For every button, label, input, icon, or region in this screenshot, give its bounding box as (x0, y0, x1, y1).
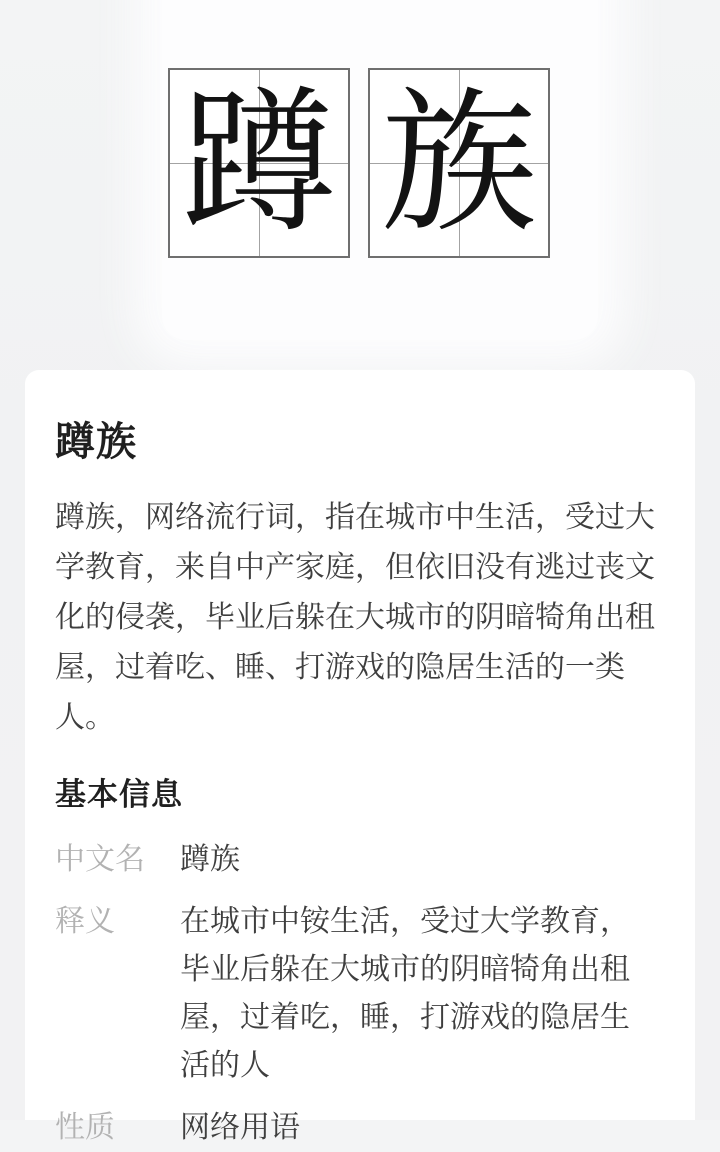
entry-title: 蹲族 (55, 420, 137, 464)
entry-description: 蹲族，网络流行词，指在城市中生活，受过大学教育，来自中产家庭，但依旧没有逃过丧文化的侵袭，毕业后躲在大城市的阴暗犄角出租屋，过着吃、睡、打游戏的隐居生活的一类人。 (55, 501, 655, 734)
info-value: 蹲族 (180, 843, 240, 876)
calligraphy-character: 族 (381, 72, 537, 254)
info-label: 释义 (55, 905, 115, 938)
hero-character-image (0, 0, 720, 370)
info-label: 性质 (55, 1111, 115, 1144)
info-value: 网络用语 (180, 1111, 300, 1144)
info-value: 在城市中铵生活，受过大学教育，毕业后躲在大城市的阴暗犄角出租屋，过着吃，睡，打游戏的隐居生活的人 (180, 905, 630, 1082)
info-label: 中文名 (55, 843, 145, 876)
info-row (55, 1104, 669, 1152)
character-grid-box (168, 68, 350, 258)
info-row (55, 836, 669, 884)
character-grid-box (368, 68, 550, 258)
entry-card (25, 370, 695, 1144)
info-row (55, 898, 669, 1090)
basic-info-heading: 基本信息 (55, 777, 183, 812)
calligraphy-character: 蹲 (181, 72, 337, 254)
basic-info-table (55, 836, 669, 1152)
